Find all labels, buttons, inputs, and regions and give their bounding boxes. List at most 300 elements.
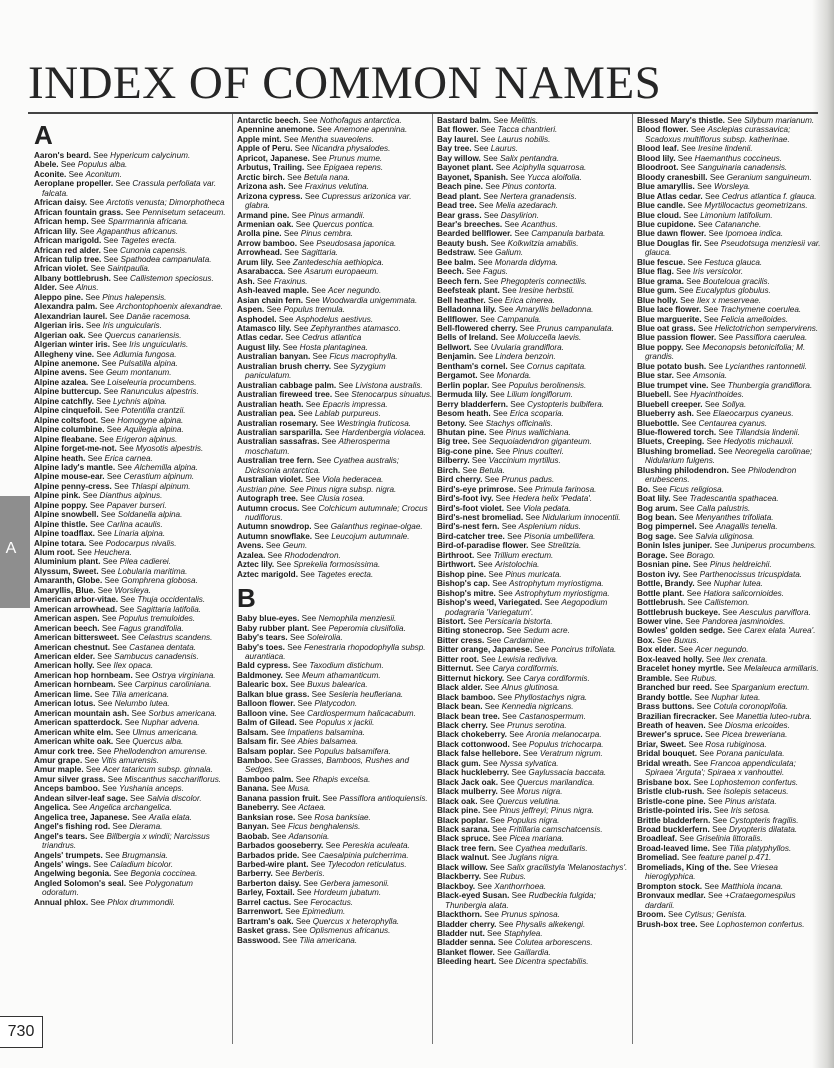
index-entry (34, 548, 226, 557)
entry-see-word: See (295, 774, 311, 784)
entry-common-name: Bishop's cap. (437, 579, 490, 589)
entry-common-name: Bristle-pointed iris. (637, 806, 712, 816)
entry-common-name: Betony. (437, 418, 467, 428)
index-entry (34, 160, 226, 169)
entry-see-word: See (113, 273, 128, 283)
index-entry (34, 274, 226, 283)
entry-botanical-name: Clusia rosea. (317, 494, 365, 504)
index-entry (437, 485, 633, 494)
entry-common-name: Blue trumpet vine. (637, 380, 709, 390)
entry-common-name: Autumn snowflake. (237, 531, 313, 541)
entry-botanical-name: Quercus alba. (132, 737, 184, 747)
entry-botanical-name: Geum montanum. (105, 368, 172, 378)
index-entry (637, 721, 823, 730)
entry-see-word: See (290, 708, 305, 718)
entry-botanical-name: Silybum marianum. (744, 116, 815, 125)
entry-botanical-name: Carya cordiformis. (523, 673, 590, 683)
entry-see-word: See (500, 787, 515, 797)
entry-botanical-name: Phellodendron amurense. (113, 746, 208, 756)
entry-common-name: Berry bladderfern. (437, 399, 508, 409)
entry-botanical-name: Pinus jeffreyi; Pinus nigra. (499, 806, 595, 816)
entry-see-word: See (699, 919, 715, 929)
entry-common-name: Box. (637, 635, 655, 645)
entry-common-name: Black cottonwood. (437, 739, 510, 749)
entry-common-name: Biting stonecrop. (437, 626, 505, 636)
entry-common-name: Blood flower. (637, 125, 689, 135)
entry-see-word: See (498, 957, 514, 967)
entry-common-name: Bishop's weed, Variegated. (437, 598, 543, 608)
entry-see-word: See (523, 749, 538, 759)
entry-common-name: Bay tree. (437, 144, 472, 154)
index-entry (637, 419, 823, 428)
index-entry (637, 154, 823, 163)
entry-botanical-name: Pseudotsuga menziesii var. glauca. (645, 238, 821, 258)
entry-see-word: See (718, 333, 734, 343)
index-entry (637, 844, 823, 853)
entry-common-name: African violet. (34, 264, 89, 274)
entry-common-name: Branched bur reed. (637, 683, 713, 693)
entry-common-name: Bitternut hickory. (437, 673, 505, 683)
entry-common-name: Baby's toes. (237, 642, 285, 652)
entry-botanical-name: Epimedium. (302, 907, 346, 917)
entry-common-name: Black spruce. (437, 834, 491, 844)
entry-botanical-name: Asclepias curassavica; Scadoxus multiflorus subsp. katherinae. (645, 125, 791, 144)
entry-common-name: Alum root. (34, 548, 75, 558)
index-entry (637, 674, 823, 683)
entry-common-name: Barberry. (237, 869, 273, 879)
section-letter-heading: A (34, 120, 53, 150)
index-entry (637, 664, 823, 673)
index-entry (637, 201, 823, 210)
entry-common-name: Bluebell creeper. (637, 399, 703, 409)
index-entry (34, 482, 226, 491)
entry-common-name: Australian sarsparilla. (237, 427, 323, 437)
index-entry (437, 617, 633, 626)
entry-see-word: See (483, 153, 498, 163)
entry-see-word: See (314, 531, 329, 541)
entry-see-word: See (72, 803, 88, 813)
index-entry (34, 170, 226, 179)
entry-botanical-name: Populus berolinensis. (508, 380, 587, 390)
index-entry (437, 456, 633, 465)
index-entry (637, 702, 823, 711)
entry-common-name: Alyssum, Sweet. (34, 566, 99, 576)
entry-botanical-name: Populus tremuloides. (118, 614, 196, 624)
entry-see-word: See (544, 598, 560, 608)
entry-botanical-name: Austrian pine. See Pinus nigra subsp. nigra. (237, 484, 397, 494)
entry-common-name: Blackberry. (437, 872, 481, 882)
index-entry (237, 775, 433, 784)
entry-botanical-name: Porana paniculata. (716, 749, 785, 759)
entry-see-word: See (497, 692, 513, 702)
entry-botanical-name: Aciphylla squarrosa. (512, 163, 587, 173)
entry-common-name: Australian sassafras. (237, 437, 320, 447)
entry-common-name: Baobab. (237, 831, 270, 841)
entry-see-word: See (291, 210, 307, 220)
entry-see-word: See (511, 891, 527, 901)
entry-botanical-name: Ilex crenata. (722, 654, 768, 664)
entry-see-word: See (693, 758, 709, 768)
entry-common-name: Alpine cinquefoil. (34, 406, 103, 416)
entry-common-name: Bog pimpernel. (637, 522, 697, 532)
index-entry (237, 661, 433, 670)
index-entry (237, 888, 433, 897)
entry-common-name: Benjamin. (437, 352, 477, 362)
entry-botanical-name: Tagetes erecta. (317, 569, 374, 579)
entry-common-name: Alder. (34, 283, 57, 293)
entry-common-name: Asarabacca. (237, 267, 286, 277)
entry-see-word: See (468, 418, 484, 428)
entry-see-word: See (478, 352, 493, 362)
entry-see-word: See (266, 305, 282, 315)
entry-see-word: See (305, 475, 320, 485)
entry-common-name: Blue Douglas fir. (637, 238, 702, 248)
index-entry (34, 368, 226, 377)
entry-botanical-name: Spathodea campanulata. (120, 254, 212, 264)
entry-botanical-name: Pinus coulteri. (512, 446, 564, 456)
index-entry (437, 352, 633, 361)
entry-botanical-name: Worsleya. (114, 585, 151, 595)
entry-common-name: Big tree. (437, 437, 470, 447)
entry-botanical-name: Livistona australis. (355, 380, 423, 390)
index-entry (437, 551, 633, 560)
entry-see-word: See (285, 670, 300, 680)
entry-common-name: African fountain grass. (34, 207, 124, 217)
entry-see-word: See (472, 437, 487, 447)
entry-see-word: See (285, 333, 300, 343)
entry-see-word: See (103, 245, 118, 255)
entry-see-word: See (652, 484, 668, 494)
entry-see-word: See (483, 191, 498, 201)
index-entry (237, 182, 433, 191)
entry-common-name: Angled Solomon's seal. (34, 878, 127, 888)
entry-see-word: See (696, 579, 712, 589)
entry-see-word: See (673, 390, 688, 400)
entry-see-word: See (687, 257, 703, 267)
entry-see-word: See (677, 153, 693, 163)
index-entry (437, 872, 633, 881)
index-entry (237, 324, 433, 333)
index-entry (637, 485, 823, 494)
index-entry (237, 135, 433, 144)
entry-botanical-name: Quercus pontica. (312, 219, 375, 229)
entry-common-name: Blue cloud. (637, 210, 682, 220)
entry-common-name: Box-leaved holly. (637, 654, 704, 664)
entry-see-word: See (708, 229, 724, 239)
index-entry (34, 406, 226, 415)
index-entry (34, 293, 226, 302)
index-entry (437, 447, 633, 456)
entry-common-name: Aeroplane propeller. (34, 179, 114, 189)
entry-common-name: Bentham's cornel. (437, 361, 508, 371)
entry-see-word: See (305, 295, 320, 305)
index-entry (237, 305, 433, 314)
index-entry (437, 570, 633, 579)
entry-common-name: Brandy bottle. (637, 692, 693, 702)
entry-botanical-name: Impatiens balsamina. (287, 727, 365, 737)
entry-botanical-name: Atherosperma moschatum. (245, 437, 390, 456)
entry-botanical-name: Pinus contorta. (502, 182, 557, 192)
entry-common-name: Broadleaf. (637, 834, 678, 844)
entry-botanical-name: Nuphar lutea. (713, 579, 763, 589)
entry-common-name: Birch. (437, 465, 461, 475)
index-entry (637, 617, 823, 626)
entry-see-word: See (488, 427, 504, 437)
entry-botanical-name: Leucojum autumnale. (331, 531, 410, 541)
entry-see-word: See (692, 560, 708, 570)
index-entry (637, 589, 823, 598)
entry-botanical-name: Ranunculus alpestris. (120, 387, 199, 397)
entry-botanical-name: Cedrus atlantica (302, 333, 362, 343)
index-entry (237, 643, 433, 662)
entry-botanical-name: Erica scoparia. (509, 409, 564, 419)
index-entry (34, 671, 226, 680)
entry-botanical-name: Pinus wallichiana. (505, 427, 571, 437)
entry-botanical-name: Primula farinosa. (535, 484, 597, 494)
entry-botanical-name: Tilia americana. (111, 689, 170, 699)
entry-see-word: See (301, 850, 317, 860)
entry-common-name: Black sarana. (437, 824, 490, 834)
entry-botanical-name: Quercus x heterophylla. (312, 916, 400, 926)
entry-see-word: See (114, 481, 129, 491)
entry-see-word: See (519, 323, 535, 333)
entry-common-name: Autograph tree. (237, 494, 298, 504)
index-entry (637, 182, 823, 191)
entry-botanical-name: Erica carnea. (104, 453, 153, 463)
entry-see-word: See (712, 824, 727, 834)
entry-botanical-name: Cotula coronopifolia. (713, 702, 789, 712)
entry-see-word: See (313, 522, 329, 532)
entry-see-word: See (59, 283, 74, 293)
entry-common-name: Broom. (637, 910, 666, 920)
entry-botanical-name: Ipomoea indica. (725, 229, 784, 239)
entry-see-word: See (703, 238, 719, 248)
entry-common-name: Bronvaux medlar. (637, 891, 706, 901)
entry-see-word: See (681, 418, 697, 428)
entry-common-name: Bay laurel. (437, 134, 479, 144)
entry-botanical-name: Nuphar advena. (141, 718, 200, 728)
index-entry (437, 428, 633, 437)
entry-see-word: See (96, 349, 111, 359)
index-entry (637, 740, 823, 749)
entry-botanical-name: Isolepis setaceus. (723, 787, 789, 797)
entry-see-word: See (699, 749, 714, 759)
entry-see-word: See (683, 210, 698, 220)
entry-common-name: African red alder. (34, 245, 101, 255)
entry-botanical-name: Dryopteris dilatata. (728, 824, 798, 834)
entry-common-name: Bottlebrush buckeye. (637, 607, 721, 617)
entry-common-name: Bearded bellflower. (437, 229, 513, 239)
entry-see-word: See (512, 739, 527, 749)
entry-common-name: Bamboo. (237, 756, 273, 765)
index-entry (437, 258, 633, 267)
entry-botanical-name: Borago. (686, 550, 716, 560)
entry-botanical-name: Campanula barbata. (531, 229, 606, 239)
entry-botanical-name: Galanthus reginae-olgae. (330, 522, 423, 532)
index-entry (637, 806, 823, 815)
entry-see-word: See (706, 437, 722, 447)
entry-botanical-name: Buxus. (673, 635, 699, 645)
entry-botanical-name: Oplismenus africanus. (309, 926, 391, 936)
index-entry (437, 759, 633, 768)
index-entry (237, 784, 433, 793)
index-entry (637, 277, 823, 286)
entry-botanical-name: Lewisia rediviva. (498, 654, 559, 664)
entry-see-word: See (704, 399, 720, 409)
entry-see-word: See (124, 718, 140, 728)
entry-see-word: See (321, 437, 337, 447)
entry-common-name: Alexandrian laurel. (34, 311, 108, 321)
index-entry (437, 560, 633, 569)
entry-see-word: See (97, 585, 113, 595)
entry-see-word: See (477, 881, 492, 891)
entry-common-name: Bladder cherry. (437, 919, 497, 929)
entry-see-word: See (113, 869, 129, 879)
entry-common-name: Blue poppy. (637, 342, 684, 352)
entry-see-word: See (297, 812, 313, 822)
entry-see-word: See (687, 201, 703, 211)
index-entry (437, 163, 633, 172)
entry-common-name: Amur cork tree. (34, 746, 95, 756)
entry-see-word: See (703, 314, 719, 324)
index-entry (637, 636, 823, 645)
entry-common-name: Blue dawn flower. (637, 229, 707, 239)
entry-see-word: See (694, 692, 709, 702)
entry-see-word: See (708, 361, 723, 371)
entry-common-name: Bladder senna. (437, 938, 496, 948)
entry-botanical-name: Ilex x meserveae. (696, 295, 762, 305)
entry-botanical-name: Tylecodon reticulatus. (327, 859, 407, 869)
entry-common-name: Anceps bamboo. (34, 784, 100, 794)
entry-see-word: See (298, 718, 314, 728)
index-entry (437, 541, 633, 550)
entry-common-name: Blood leaf. (637, 144, 679, 154)
entry-common-name: Allegheny vine. (34, 349, 95, 359)
entry-see-word: See (479, 371, 495, 381)
entry-common-name: Blue amaryllis. (637, 182, 695, 192)
entry-botanical-name: Cytisus; Genista. (684, 910, 747, 920)
entry-common-name: Arrowhead. (237, 248, 283, 258)
index-entry (637, 409, 823, 418)
entry-see-word: See (282, 342, 298, 352)
entry-botanical-name: Iresine lindenii. (698, 144, 753, 154)
index-entry (237, 390, 433, 399)
entry-common-name: Big-cone pine. (437, 446, 494, 456)
entry-botanical-name: Calla palustris. (696, 503, 751, 513)
entry-see-word: See (297, 746, 313, 756)
entry-see-word: See (712, 843, 727, 853)
entry-common-name: Brush-box tree. (637, 919, 698, 929)
entry-see-word: See (283, 229, 299, 239)
entry-see-word: See (727, 664, 742, 674)
entry-botanical-name: Pinus aristata. (724, 796, 777, 806)
entry-common-name: Bird's-eye primrose. (437, 484, 516, 494)
entry-see-word: See (90, 377, 106, 387)
index-entry (437, 513, 633, 522)
entry-botanical-name: Diosma ericoides. (724, 721, 790, 730)
entry-botanical-name: Lychnis alpina. (113, 396, 168, 406)
entry-common-name: Bird's-nest bromeliad. (437, 513, 524, 523)
entry-see-word: See (271, 784, 286, 794)
entry-botanical-name: Erica cinerea. (504, 295, 555, 305)
entry-botanical-name: Lilium longiflorum. (506, 390, 573, 400)
entry-see-word: See (333, 361, 348, 371)
index-entry (34, 803, 226, 812)
index-entry (237, 532, 433, 541)
entry-see-word: See (303, 878, 318, 888)
entry-common-name: Amur silver grass. (34, 774, 106, 784)
index-entry (437, 173, 633, 182)
index-entry (437, 144, 633, 153)
index-entry (637, 816, 823, 825)
entry-common-name: Bridal bouquet. (637, 749, 698, 759)
entry-common-name: Arizona ash. (237, 182, 286, 192)
entry-botanical-name: Populus tremula. (283, 305, 345, 315)
entry-common-name: Apple mint. (237, 134, 282, 144)
index-entry (237, 258, 433, 267)
entry-botanical-name: Aronia melanocarpa. (526, 730, 602, 740)
entry-botanical-name: Sequoiadendron giganteum. (488, 437, 592, 447)
entry-common-name: Bee balm. (437, 257, 476, 267)
entry-common-name: Baldmoney. (237, 670, 283, 680)
entry-botanical-name: Cornus capitata. (526, 361, 587, 371)
entry-common-name: Banyan. (237, 822, 269, 832)
index-entry (637, 749, 823, 758)
entry-botanical-name: Quercus marilandica. (517, 777, 595, 787)
entry-common-name: Bat flower. (437, 125, 479, 135)
entry-botanical-name: Meconopsis betonicifolia; M. grandis. (645, 342, 806, 362)
entry-see-word: See (282, 935, 298, 945)
entry-common-name: Black oak. (437, 796, 478, 806)
index-entry (437, 683, 633, 692)
entry-botanical-name: Sprekelia formosissima. (293, 560, 381, 570)
entry-botanical-name: Hyacinthoides. (690, 390, 744, 400)
entry-botanical-name: Picea breweriana. (721, 730, 788, 740)
entry-common-name: Bayonet plant. (437, 163, 494, 173)
entry-botanical-name: Nothofagus antarctica. (319, 116, 402, 125)
index-entry (437, 277, 633, 286)
entry-common-name: Blue marguerite. (637, 314, 702, 324)
entry-botanical-name: Parthenocissus tricuspidata. (699, 569, 803, 579)
entry-botanical-name: Asphodelus aestivus. (295, 314, 374, 324)
index-entry (34, 851, 226, 860)
entry-common-name: Blessed Mary's thistle. (637, 116, 725, 125)
index-entry (34, 359, 226, 368)
index-entry (237, 248, 433, 257)
entry-see-word: See (507, 531, 522, 541)
entry-common-name: Antarctic beech. (237, 116, 301, 125)
index-entry (237, 851, 433, 860)
index-column-3 (432, 114, 633, 1044)
page-title: INDEX OF COMMON NAMES (28, 57, 662, 109)
entry-see-word: See (483, 872, 498, 882)
entry-common-name: Black gum. (437, 758, 481, 768)
entry-botanical-name: Myrtillocactus geometrizans. (704, 201, 808, 211)
entry-botanical-name: Cyathea medullaris. (515, 843, 588, 853)
entry-botanical-name: Cyathea australis; Dicksonia antarctica. (245, 456, 400, 475)
entry-botanical-name: Erigeron alpinus. (115, 434, 178, 444)
entry-see-word: See (97, 529, 112, 539)
index-entry (437, 286, 633, 295)
entry-common-name: Bead tree. (437, 201, 477, 211)
entry-see-word: See (490, 815, 505, 825)
entry-see-word: See (87, 453, 103, 463)
entry-botanical-name: Astrophytum myriostigma. (514, 588, 610, 598)
entry-botanical-name: Melittis. (510, 116, 539, 125)
entry-common-name: Blackboy. (437, 881, 476, 891)
entry-botanical-name: Betula. (479, 465, 505, 475)
entry-see-word: See (682, 569, 698, 579)
